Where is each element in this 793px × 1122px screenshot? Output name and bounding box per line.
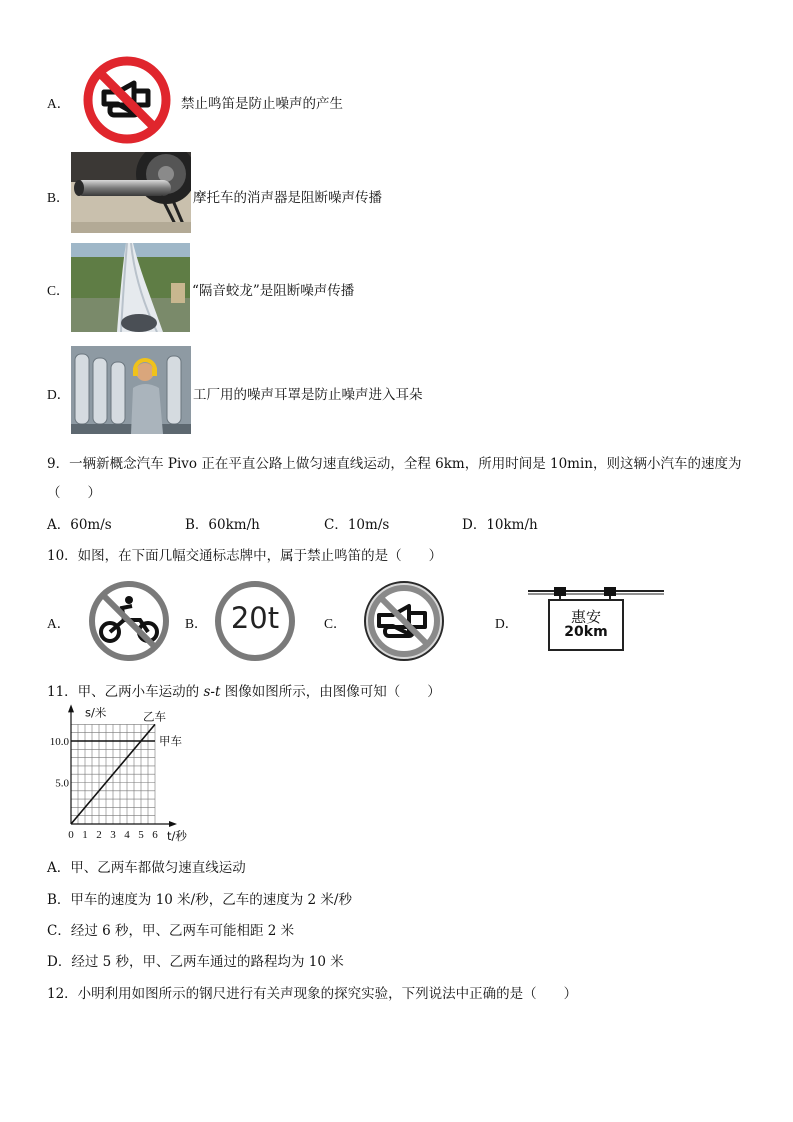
q8-option-d-text: 工厂用的噪声耳罩是防止噪声进入耳朵 [193,387,423,403]
q9-option-d-text: 10km/h [486,517,538,533]
q11-option-d [47,950,344,970]
q9-option-a-text: 60m/s [70,517,112,533]
q11-option-b-text: 甲车的速度为 10 米/秒，乙车的速度为 2 米/秒 [70,892,352,908]
q9-option-c-label: C． [324,517,348,533]
motorcycle-muffler-photo [71,152,191,233]
q8-option-d-label: D． [47,387,71,402]
q8-option-c-label: C． [47,283,70,298]
no-motorcycle-sign-icon [82,580,176,662]
q9-option-a [47,513,112,533]
weight-limit-sign [208,580,302,662]
q10-stem: 10．如图，在下面几幅交通标志牌中，属于禁止鸣笛的是（ ） [47,548,443,564]
q9-option-c [324,513,389,533]
q11-stem-var: s-t [203,684,221,700]
factory-earmuff-worker-photo [71,346,191,434]
no-horn-grey-sign-icon [357,579,451,663]
weight-limit-sign-text: 20t [230,601,280,635]
no-horn-sign-icon [82,55,172,145]
q9-option-b-label: B． [185,517,209,533]
distance-sign-distance: 20km [564,624,608,640]
y-tick-label: 10.0 [49,736,69,748]
q11-option-c-text: 经过 6 秒，甲、乙两车可能相距 2 米 [70,923,295,939]
q9-stem-line1: 9．一辆新概念汽车 Pivo 正在平直公路上做匀速直线运动，全程 6km，所用时间是 10min，则这辆小汽车的速度为 [47,456,742,472]
q12-stem: 12．小明利用如图所示的钢尺进行有关声现象的探究实验，下列说法中正确的是（ ） [47,986,578,1002]
q11-option-a-label: A． [47,860,71,876]
q8-option-c-text: “隔音蛟龙”是阻断噪声传播 [192,283,355,299]
q9-option-b-text: 60km/h [208,517,260,533]
q11-option-d-text: 经过 5 秒，甲、乙两车通过的路程均为 10 米 [71,954,344,970]
st-graph-svg [47,702,212,850]
q9-option-b [185,513,260,533]
q11-stem-pre: 11．甲、乙两小车运动的 [47,684,204,700]
q11-option-a-text: 甲、乙两车都做匀速直线运动 [70,860,246,876]
x-tick-label: 2 [96,829,102,841]
distance-sign [528,586,664,652]
q8-option-b-label: B． [47,190,70,205]
series-label-2: 乙车 [143,709,166,724]
x-axis-label: t/秒 [167,829,187,843]
q9-option-a-label: A． [47,517,71,533]
distance-sign-place: 惠安 [570,608,601,626]
q11-stem [47,680,441,700]
q9-option-d [462,513,538,533]
q10-option-d-label: D． [495,616,519,631]
q11-option-b [47,888,352,908]
q11-option-d-label: D． [47,954,72,970]
q11-stem-post: 图像如图所示，由图像可知（ ） [220,684,441,700]
x-tick-label: 3 [110,829,116,841]
q8-option-b-text: 摩托车的消声器是阻断噪声传播 [193,190,382,206]
q11-option-a [47,856,246,876]
q9-option-c-text: 10m/s [347,517,390,533]
x-axis-arrow [169,821,177,827]
st-graph [47,702,212,850]
x-tick-label: 4 [124,829,130,841]
series-label-1: 甲车 [159,734,182,748]
q9-stem-line2: （ ） [47,485,101,501]
y-axis-arrow [68,704,74,712]
q11-option-c [47,919,294,939]
sound-barrier-tunnel-photo [71,243,190,332]
q11-option-c-label: C． [47,923,71,939]
q9-option-d-label: D． [462,517,487,533]
q8-option-a-text: 禁止鸣笛是防止噪声的产生 [181,96,343,112]
x-tick-label: 0 [68,829,74,841]
q10-option-c-label: C． [324,616,347,631]
x-tick-label: 5 [138,829,144,841]
q10-option-b-label: B． [185,616,208,631]
x-tick-label: 6 [152,829,158,841]
q8-option-a-label: A． [47,96,71,111]
q10-option-a-label: A． [47,616,71,631]
y-tick-label: 5.0 [55,777,69,790]
y-axis-label: s/米 [85,705,107,720]
q11-option-b-label: B． [47,892,71,908]
x-tick-label: 1 [82,829,88,841]
